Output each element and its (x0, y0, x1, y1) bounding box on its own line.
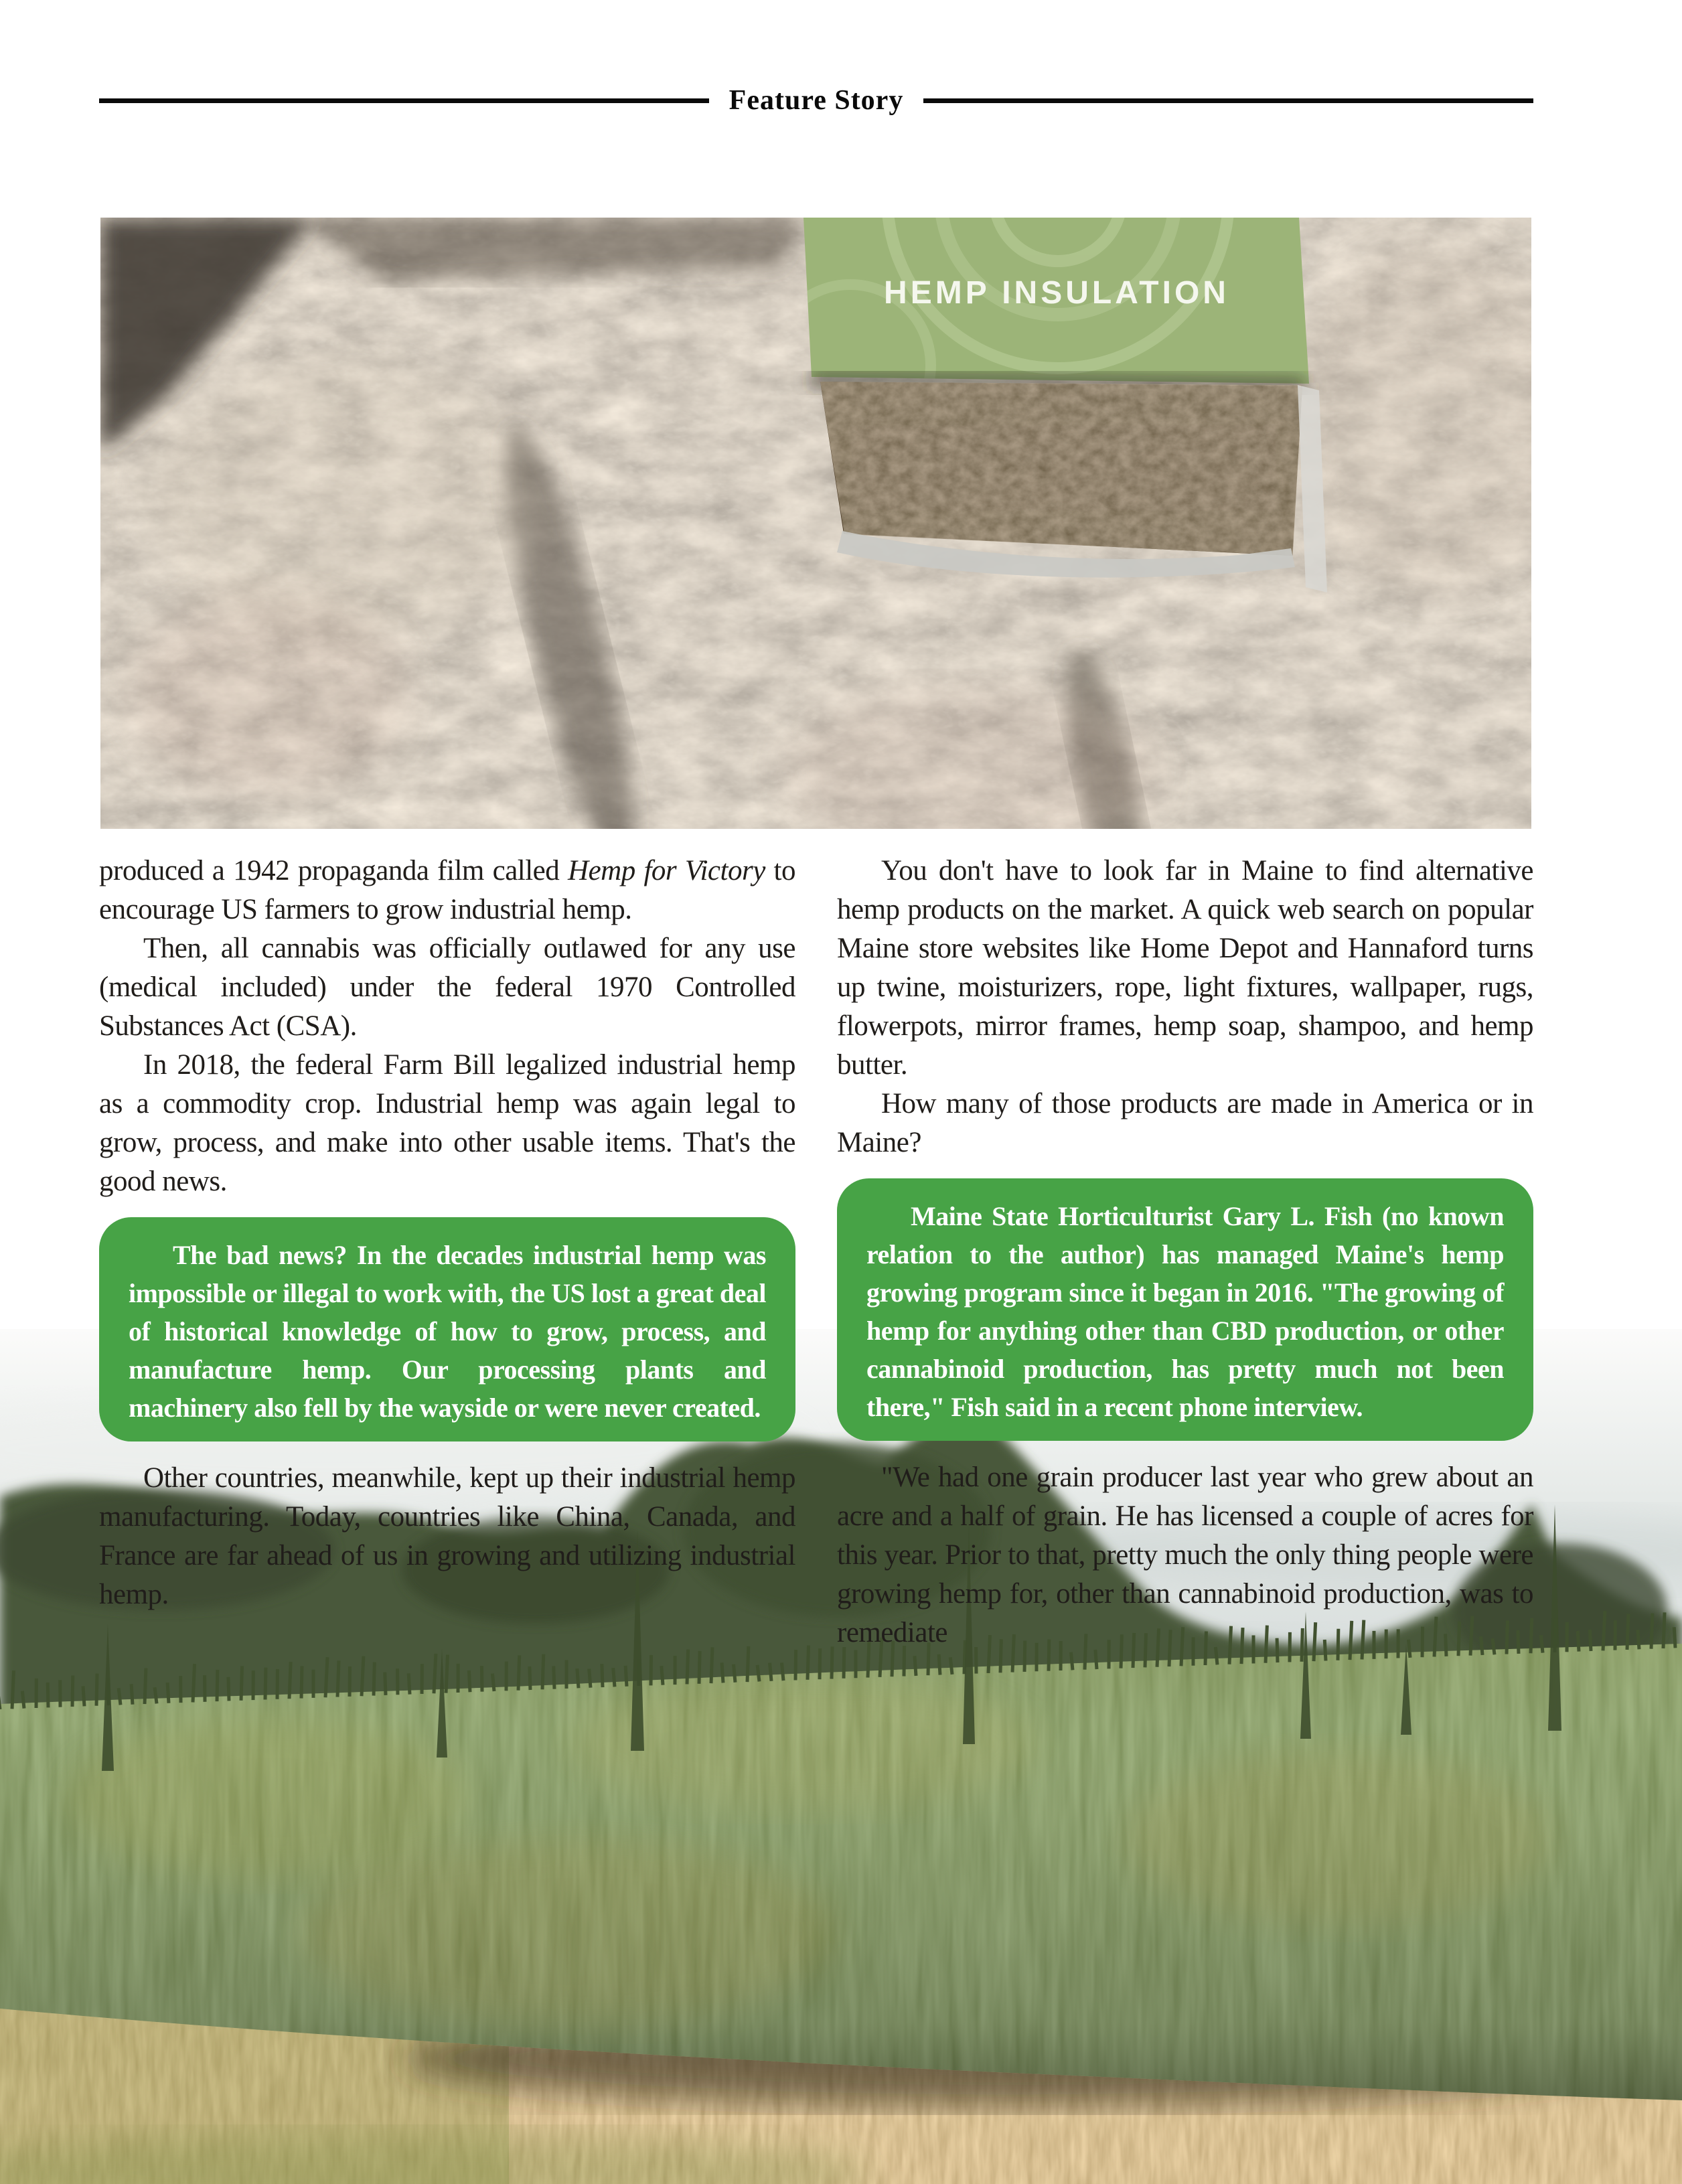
paragraph-text: produced a 1942 propaganda film called (99, 855, 568, 886)
package-opening (820, 382, 1327, 593)
paragraph-farm-bill: In 2018, the federal Farm Bill legalized industrial hemp as a commodity crop. Industrial hemp was again legal to grow, process, and make into other usable items. That's the good news. (99, 1049, 795, 1197)
callout-text: Maine State Horticulturist Gary L. Fish (no known relation to the author) has managed Maine's hemp growing program since it began in 2016. "The growing of hemp for anything other than CBD production, or other cannabinoid production, has pretty much not been there," Fish said in a recent phone interview. (866, 1201, 1504, 1422)
paragraph-text: to encourage US farmers to grow industrial hemp. (99, 855, 795, 925)
paragraph-csa: Then, all cannabis was officially outlawed for any use (medical included) under the federal 1970 Controlled Substances Act (CSA). (99, 933, 795, 1042)
right-column (837, 852, 1533, 1652)
left-column (99, 852, 795, 1652)
paragraph-grain-producer: "We had one grain producer last year who grew about an acre and a half of grain. He has licensed a couple of acres for this year. Prior to that, pretty much the only thing people were growing hemp for, other than cannabinoid production, was to remediate (837, 1462, 1533, 1648)
film-title-italic: Hemp for Victory (568, 855, 765, 886)
hemp-insulation-illustration (100, 218, 1531, 829)
package-label: HEMP INSULATION (884, 275, 1229, 311)
header-rule-right (923, 98, 1533, 103)
paragraph-other-countries: Other countries, meanwhile, kept up their industrial hemp manufacturing. Today, countries like China, Canada, and France are far ahead of us in growing and utilizing industrial hemp. (99, 1462, 795, 1610)
header-rule-left (99, 98, 709, 103)
header (99, 79, 1533, 122)
paragraph-maine-products: You don't have to look far in Maine to find alternative hemp products on the market. A quick web search on popular Maine store websites like Home Depot and Hannaford turns up twine, moisturizers, rope, light fixtures, wallpaper, rugs, flowerpots, mirror frames, hemp soap, shampoo, and hemp butter. (837, 855, 1533, 1081)
paragraph-how-many: How many of those products are made in America or in Maine? (837, 1088, 1533, 1158)
callout-text: The bad news? In the decades industrial hemp was impossible or illegal to work with, the US lost a great deal of historical knowledge of how to grow, process, and manufacture hemp. Our processing plants and machinery also fell by the wayside or were never created. (129, 1240, 766, 1423)
page-title: Feature Story (729, 85, 904, 116)
article-body (99, 852, 1533, 1652)
hemp-insulation-photo (100, 218, 1531, 829)
callout-bad-news (99, 1217, 795, 1441)
callout-gary-fish (837, 1178, 1533, 1441)
paragraph-hemp-for-victory (99, 852, 795, 929)
